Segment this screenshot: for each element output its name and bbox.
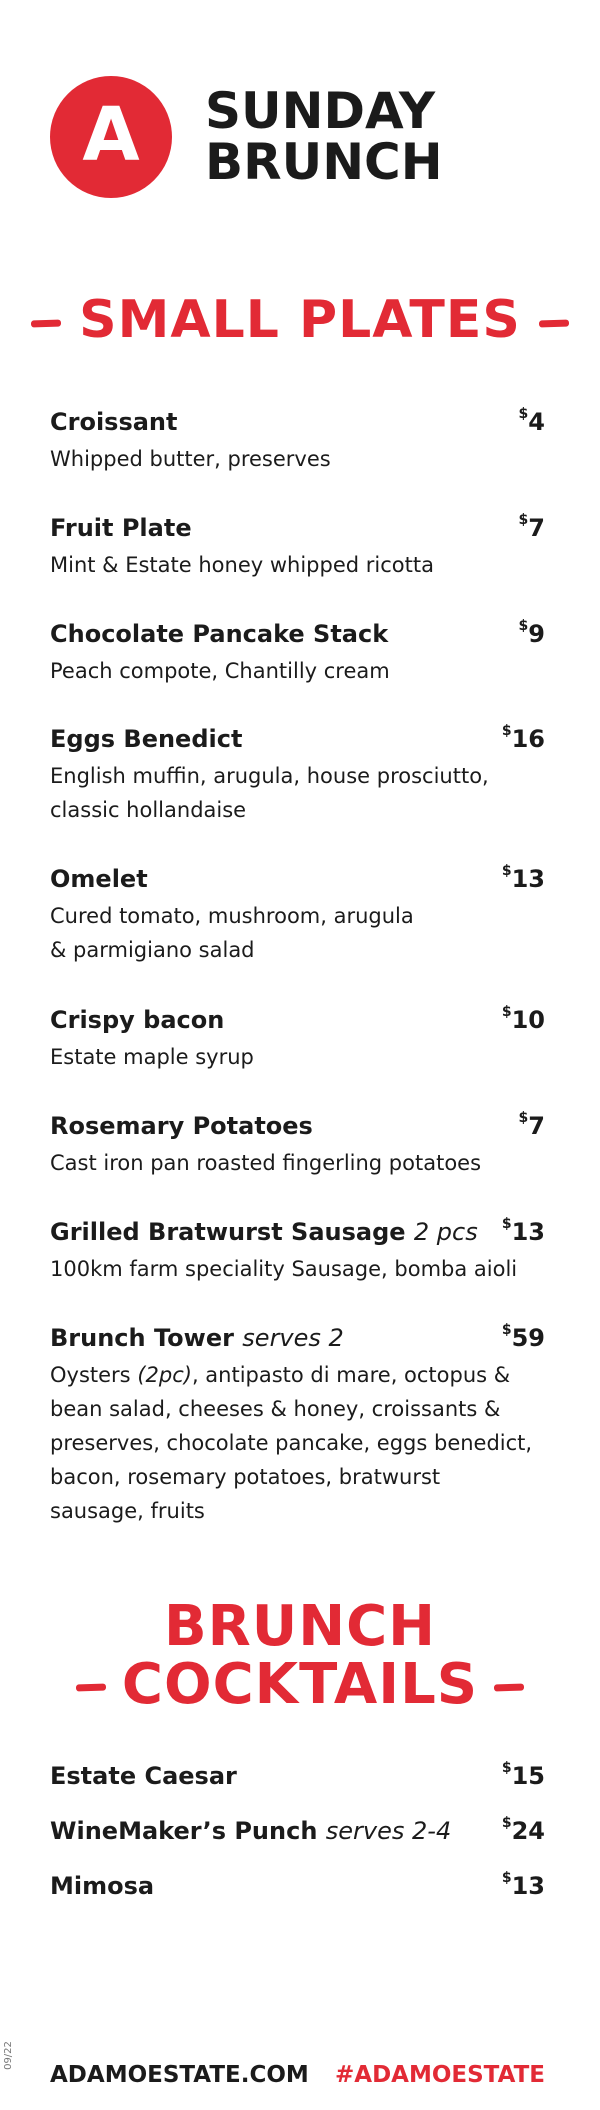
heading-dash-left	[76, 1684, 106, 1692]
section-heading-cocktails	[0, 1594, 600, 1717]
item-price: $10	[501, 1004, 545, 1034]
menu-item-estate-caesar	[50, 1762, 545, 1790]
heading-dash-right	[539, 319, 569, 327]
menu-item-crispy-bacon	[50, 1006, 545, 1074]
brand-logo	[50, 76, 172, 198]
menu-item-fruit-plate	[50, 514, 545, 582]
item-name: Croissant	[50, 408, 178, 436]
item-description: Oysters (2pc), antipasto di mare, octopus & bean salad, cheeses & honey, croissants & preserves, chocolate pancake, eggs benedict, bacon, rosemary potatoes, bratwurst sausage, fruits	[50, 1363, 533, 1523]
item-note: serves 2	[242, 1324, 344, 1352]
item-name: Estate Caesar	[50, 1762, 237, 1790]
menu-item-winemakers-punch	[50, 1817, 545, 1845]
item-name: Fruit Plate	[50, 514, 192, 542]
item-name: Brunch Tower serves 2	[50, 1324, 344, 1352]
menu-item-brunch-tower	[50, 1324, 545, 1528]
menu-item-chocolate-pancake-stack	[50, 620, 545, 688]
item-note: 2 pcs	[413, 1218, 478, 1246]
item-name: Grilled Bratwurst Sausage 2 pcs	[50, 1218, 478, 1246]
item-description: Peach compote, Chantilly cream	[50, 659, 390, 683]
item-price: $15	[501, 1760, 545, 1790]
item-description: English muffin, arugula, house prosciutto, classic hollandaise	[50, 764, 489, 822]
item-name: Mimosa	[50, 1872, 155, 1900]
cocktails-title-line-2: COCKTAILS	[0, 1656, 600, 1714]
website-link[interactable]: ADAMOESTATE.COM	[50, 2062, 309, 2088]
menu-item-eggs-benedict	[50, 725, 545, 827]
item-price: $13	[501, 1216, 545, 1246]
item-price: $7	[518, 512, 545, 542]
page-title	[205, 82, 443, 191]
item-note: serves 2-4	[325, 1817, 452, 1845]
heading-dash-left	[31, 319, 61, 327]
item-price: $59	[501, 1322, 545, 1352]
item-name: Eggs Benedict	[50, 725, 243, 753]
item-name: WineMaker’s Punch serves 2-4	[50, 1817, 452, 1845]
item-price: $13	[501, 863, 545, 893]
menu-item-croissant	[50, 408, 545, 476]
item-price: $13	[501, 1870, 545, 1900]
item-price: $9	[518, 618, 545, 648]
item-description: 100km farm speciality Sausage, bomba aioli	[50, 1257, 518, 1281]
item-description: Whipped butter, preserves	[50, 447, 331, 471]
item-name: Omelet	[50, 865, 148, 893]
title-line-2: BRUNCH	[205, 133, 443, 191]
item-name: Crispy bacon	[50, 1006, 225, 1034]
hashtag: #ADAMOESTATE	[335, 2062, 545, 2088]
item-description: Cast iron pan roasted fingerling potatoes	[50, 1151, 482, 1175]
print-date: 09/22	[2, 2041, 14, 2070]
heading-dash-right	[494, 1684, 524, 1692]
item-description: Estate maple syrup	[50, 1045, 254, 1069]
item-name: Chocolate Pancake Stack	[50, 620, 389, 648]
item-price: $16	[501, 723, 545, 753]
item-price: $24	[501, 1815, 545, 1845]
menu-item-grilled-bratwurst	[50, 1218, 545, 1286]
item-description: Cured tomato, mushroom, arugula & parmigiano salad	[50, 904, 414, 962]
menu-item-rosemary-potatoes	[50, 1112, 545, 1180]
item-price: $4	[518, 406, 545, 436]
item-name: Rosemary Potatoes	[50, 1112, 313, 1140]
menu-item-omelet	[50, 865, 545, 967]
item-price: $7	[518, 1110, 545, 1140]
menu-item-mimosa	[50, 1872, 545, 1900]
title-line-1: SUNDAY	[205, 82, 436, 140]
section-heading-small-plates	[0, 290, 600, 350]
cocktails-title-line-1: BRUNCH	[163, 1594, 437, 1659]
item-description: Mint & Estate honey whipped ricotta	[50, 553, 434, 577]
logo-letter: A	[82, 92, 140, 178]
small-plates-title: SMALL PLATES	[79, 290, 521, 350]
